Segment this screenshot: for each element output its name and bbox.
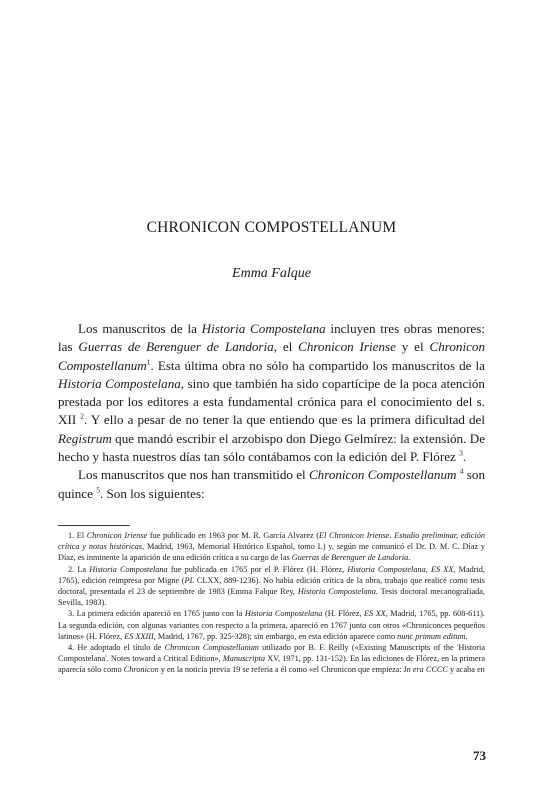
footnote-ref: 3 <box>459 448 463 458</box>
italic-run: Chronicon Compostellanum <box>58 339 485 373</box>
article-author: Emma Falque <box>232 266 311 281</box>
italic-run: Historia Compostelana <box>58 375 181 391</box>
footnote-separator <box>58 525 130 526</box>
italic-run: El Chronicon Iriense. Estudio preliminar, edición crítica y notas históricas <box>58 531 485 552</box>
text-run: son quince <box>58 467 485 501</box>
italic-run: Historia Compostelana <box>244 609 323 619</box>
italic-run: Guerras de Berenguer de Landoria <box>78 339 274 355</box>
text-run: XV, 1971, pp. 131-152). En las ediciones de Flórez, en la primera aparecía sólo como <box>58 654 485 675</box>
footnote-ref: 1 <box>146 357 151 367</box>
footnote-ref: 4 <box>459 467 464 477</box>
text-run: . Tesis doctoral mecanografiada, Sevilla, 1983). <box>58 587 485 608</box>
italic-run: Manuscripta <box>222 654 266 664</box>
text-run: . <box>462 449 467 465</box>
italic-run: Chronicon Iriense <box>298 339 396 355</box>
body-paragraph-2 <box>58 466 485 503</box>
text-run: . Son los siguientes: <box>99 485 205 501</box>
body-paragraph-1 <box>58 320 485 466</box>
text-run: y en la noticia previa 19 se refería a él como «el Chronicon que empieza: <box>158 665 404 675</box>
footnote-ref: 2 <box>80 412 84 422</box>
italic-run: nunc primum editum <box>397 631 466 641</box>
text-run: . Y ello a pesar de no tener la que entiendo que es la primera dificultad del <box>84 412 486 428</box>
footnote-3 <box>58 608 485 642</box>
italic-run: Chronicon Iriense <box>86 531 148 540</box>
text-run: , Madrid, 1963, Memorial Histórico Español, tomo L) y, según me comunicó el Dr. D. M. C. Díaz y Díaz, es inminente la aparición de una edición crítica a su cargo de las <box>58 542 485 563</box>
italic-run: Chronicon Compostellanum <box>164 643 259 653</box>
italic-run: ES XX <box>363 609 386 619</box>
text-run: CLXX, 889-1236). No había edición crítica de la obra, trabajo que realicé como tesis doctoral, presentada el 23 de septiembre de 1983 (Emma Falque Rey, <box>58 575 486 597</box>
text-run: y el <box>395 339 430 355</box>
text-run: que mandó escribir el arzobispo don Diego Gelmírez: la extensión. De hecho y hasta nuestros días tan sólo contábamos con la edición del P. Flórez <box>58 430 485 465</box>
article-title: CHRONICON COMPOSTELLANUM <box>146 219 397 236</box>
text-run: , Madrid, 1767, pp. 325-328); sin embargo, en esta edición aparece como <box>153 631 398 641</box>
italic-run: Chronicon <box>123 665 159 675</box>
text-run: Los manuscritos de la <box>78 321 202 336</box>
text-run: y acaba en <box>447 665 485 675</box>
text-run: . Esta última obra no sólo ha compartido los manuscritos de la <box>150 357 485 373</box>
text-run: Los manuscritos que nos han transmitido el <box>78 467 309 483</box>
text-run: . <box>465 631 468 641</box>
text-run: 4. He adoptado el título de <box>68 643 165 653</box>
text-run: , Madrid, 1765, pp. 608-611). La segunda edición, con algunas variantes con respecto a la primera, apareció en 1767 junto con otros «Chroniconces pequeños latinos» (H. Flórez, <box>58 609 485 641</box>
text-run: incluyen tres obras menores: las <box>58 321 485 355</box>
italic-run: Registrum <box>58 430 112 446</box>
footnote-2 <box>58 564 485 609</box>
text-run: , Madrid, 1765), edición reimpresa por Migne ( <box>58 564 485 585</box>
text-run: (H. Flórez, <box>322 609 364 619</box>
italic-run: Historia Compostelana <box>89 564 168 574</box>
footnote-1 <box>58 530 485 564</box>
italic-run: Guerras de Berenguer de Landoria <box>291 553 409 563</box>
text-run: 1. El <box>68 531 87 540</box>
italic-run: Historia Compostelana <box>297 587 376 597</box>
footnote-4 <box>58 642 485 676</box>
italic-run: Chronicon Compostellanum <box>308 467 457 483</box>
italic-run: PL <box>184 575 195 585</box>
footnotes <box>58 530 485 676</box>
text-run: 3. La primera edición apareció en 1765 junto con la <box>68 609 245 619</box>
text-run: 2. La <box>68 564 90 574</box>
body-text <box>58 320 485 503</box>
italic-run: In era CCCC <box>403 665 448 675</box>
footnote-ref: 5 <box>96 485 100 495</box>
text-run: fue publicado en 1963 por M. R. García Alvarez ( <box>147 531 320 540</box>
text-run: , sino que también ha sido copartícipe de la poca atención prestada por los editores a esta fundamental crónica para el conocimiento del s. XII <box>58 375 485 428</box>
text-run: , el <box>273 339 299 355</box>
italic-run: ES XXIII <box>124 631 154 641</box>
text-run: fue publicada en 1765 por el P. Flórez (H. Flórez, <box>167 564 348 574</box>
text-run: . <box>408 553 411 563</box>
page-number: 73 <box>473 748 486 763</box>
italic-run: Historia Compostelana, ES XX <box>347 564 454 574</box>
text-run: utilizado por B. F. Reilly («Existing Manuscripts of the 'Historia Compostelana'. Notes toward a Critical Edition», <box>58 643 486 664</box>
italic-run: Historia Compostelana <box>201 321 326 336</box>
